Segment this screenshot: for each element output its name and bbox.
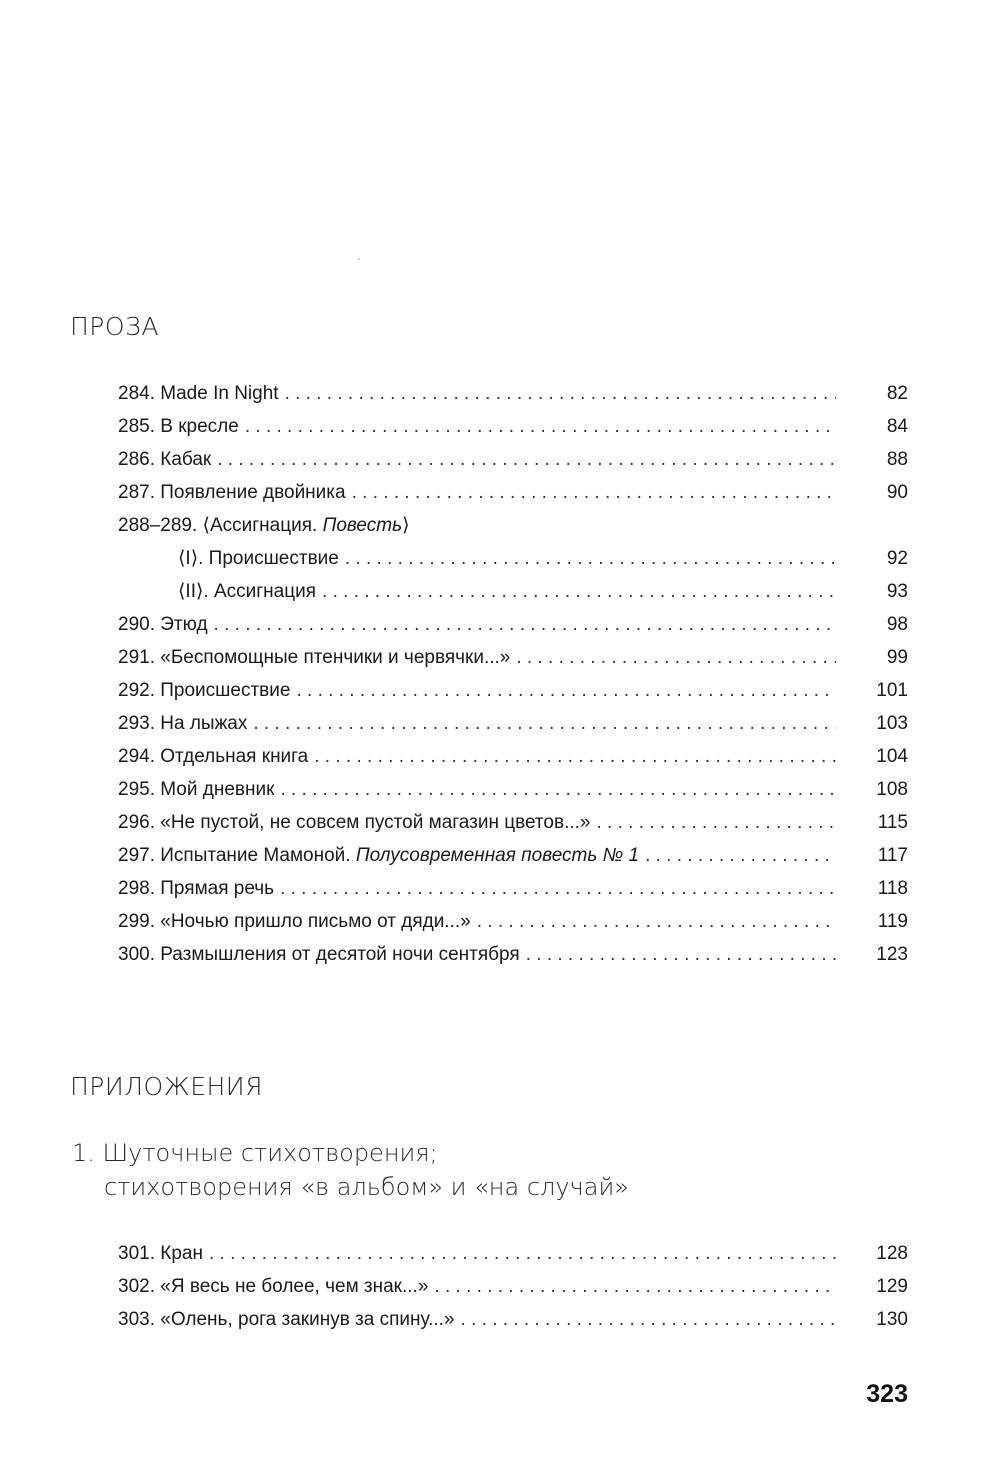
entry-page: 99	[886, 647, 908, 668]
entry-number: 288–289.	[118, 515, 198, 536]
entry-title-italic: Повесть	[322, 515, 403, 536]
entry-number: 297.	[118, 845, 155, 866]
entry-title: «Олень, рога закинув за спину...»	[160, 1309, 455, 1330]
toc-entry[interactable]	[118, 608, 908, 641]
entry-page: 117	[877, 845, 908, 866]
entry-page: 90	[886, 482, 908, 503]
entry-title: ⟨Ассигнация.	[202, 515, 318, 536]
toc-entry[interactable]	[118, 740, 908, 773]
entry-page: 128	[876, 1243, 908, 1264]
toc-entry[interactable]	[118, 1237, 908, 1270]
toc-entry[interactable]	[118, 641, 908, 674]
entry-title: Made In Night	[160, 383, 279, 404]
toc-entry[interactable]	[118, 1303, 908, 1336]
toc-entry[interactable]	[118, 938, 908, 971]
entry-title: На лыжах	[160, 713, 248, 734]
toc-entry[interactable]	[118, 773, 908, 806]
entry-title: Отдельная книга	[160, 746, 309, 767]
toc-prose	[118, 377, 908, 971]
entry-number: 295.	[118, 779, 155, 800]
entry-page: 103	[876, 713, 908, 734]
toc-entry[interactable]	[118, 674, 908, 707]
entry-page: 108	[876, 779, 908, 800]
entry-title: Мой дневник	[160, 779, 275, 800]
toc-entry[interactable]	[118, 410, 908, 443]
toc-subentry[interactable]	[118, 542, 908, 575]
toc-subentry[interactable]	[118, 575, 908, 608]
entry-page: 93	[886, 581, 908, 602]
entry-number: 302.	[118, 1276, 155, 1297]
entry-title: ⟨I⟩. Происшествие	[178, 548, 339, 569]
appendix-subheading	[72, 1136, 629, 1204]
entry-title: В кресле	[160, 416, 239, 437]
entry-title: Испытание Мамоной.	[160, 845, 351, 866]
entry-number: 287.	[118, 482, 155, 503]
entry-number: 285.	[118, 416, 155, 437]
entry-page: 98	[886, 614, 908, 635]
section-heading-appendix: ПРИЛОЖЕНИЯ	[70, 1072, 264, 1101]
toc-appendix	[118, 1237, 908, 1336]
entry-title: «Ночью пришло письмо от дяди...»	[160, 911, 471, 932]
entry-page: 115	[877, 812, 908, 833]
entry-title: «Я весь не более, чем знак...»	[160, 1276, 429, 1297]
section-heading-prose: ПРОЗА	[70, 312, 160, 341]
entry-title: Прямая речь	[160, 878, 275, 899]
entry-title: Этюд	[160, 614, 208, 635]
entry-page: 84	[886, 416, 908, 437]
entry-number: 301.	[118, 1243, 155, 1264]
entry-page: 88	[886, 449, 908, 470]
entry-title: Появление двойника	[160, 482, 346, 503]
entry-page: 130	[876, 1309, 908, 1330]
entry-page: 118	[877, 878, 908, 899]
entry-page: 92	[886, 548, 908, 569]
entry-number: 298.	[118, 878, 155, 899]
entry-page: 82	[886, 383, 908, 404]
entry-number: 293.	[118, 713, 155, 734]
entry-title-tail: ⟩	[402, 515, 410, 536]
toc-entry-group-heading	[118, 509, 908, 542]
toc-entry[interactable]	[118, 839, 908, 872]
entry-page: 101	[876, 680, 908, 701]
scan-speck	[358, 258, 360, 260]
entry-number: 300.	[118, 944, 155, 965]
entry-title: Кран	[160, 1243, 203, 1264]
entry-number: 296.	[118, 812, 155, 833]
entry-title: «Не пустой, не совсем пустой магазин цветов...»	[160, 812, 591, 833]
entry-page: 119	[877, 911, 908, 932]
entry-page: 104	[876, 746, 908, 767]
entry-number: 292.	[118, 680, 155, 701]
toc-entry[interactable]	[118, 872, 908, 905]
entry-page: 123	[876, 944, 908, 965]
toc-entry[interactable]	[118, 476, 908, 509]
entry-number: 294.	[118, 746, 155, 767]
subheading-line-2: стихотворения «в альбом» и «на случай»	[104, 1173, 629, 1201]
entry-title: ⟨II⟩. Ассигнация	[178, 581, 317, 602]
entry-title: Кабак	[160, 449, 212, 470]
entry-title: «Беспомощные птенчики и червячки...»	[160, 647, 511, 668]
subheading-line-1: 1. Шуточные стихотворения;	[72, 1139, 438, 1167]
entry-number: 290.	[118, 614, 155, 635]
toc-entry[interactable]	[118, 806, 908, 839]
entry-page: 129	[876, 1276, 908, 1297]
toc-entry[interactable]	[118, 443, 908, 476]
toc-entry[interactable]	[118, 707, 908, 740]
entry-number: 291.	[118, 647, 155, 668]
entry-number: 286.	[118, 449, 155, 470]
toc-entry[interactable]	[118, 377, 908, 410]
entry-number: 284.	[118, 383, 155, 404]
entry-title-italic: Полусовременная повесть № 1	[355, 845, 640, 866]
page-number: 323	[866, 1380, 908, 1408]
entry-title: Происшествие	[160, 680, 291, 701]
toc-entry[interactable]	[118, 905, 908, 938]
entry-number: 303.	[118, 1309, 155, 1330]
toc-entry[interactable]	[118, 1270, 908, 1303]
entry-title: Размышления от десятой ночи сентября	[160, 944, 520, 965]
entry-number: 299.	[118, 911, 155, 932]
